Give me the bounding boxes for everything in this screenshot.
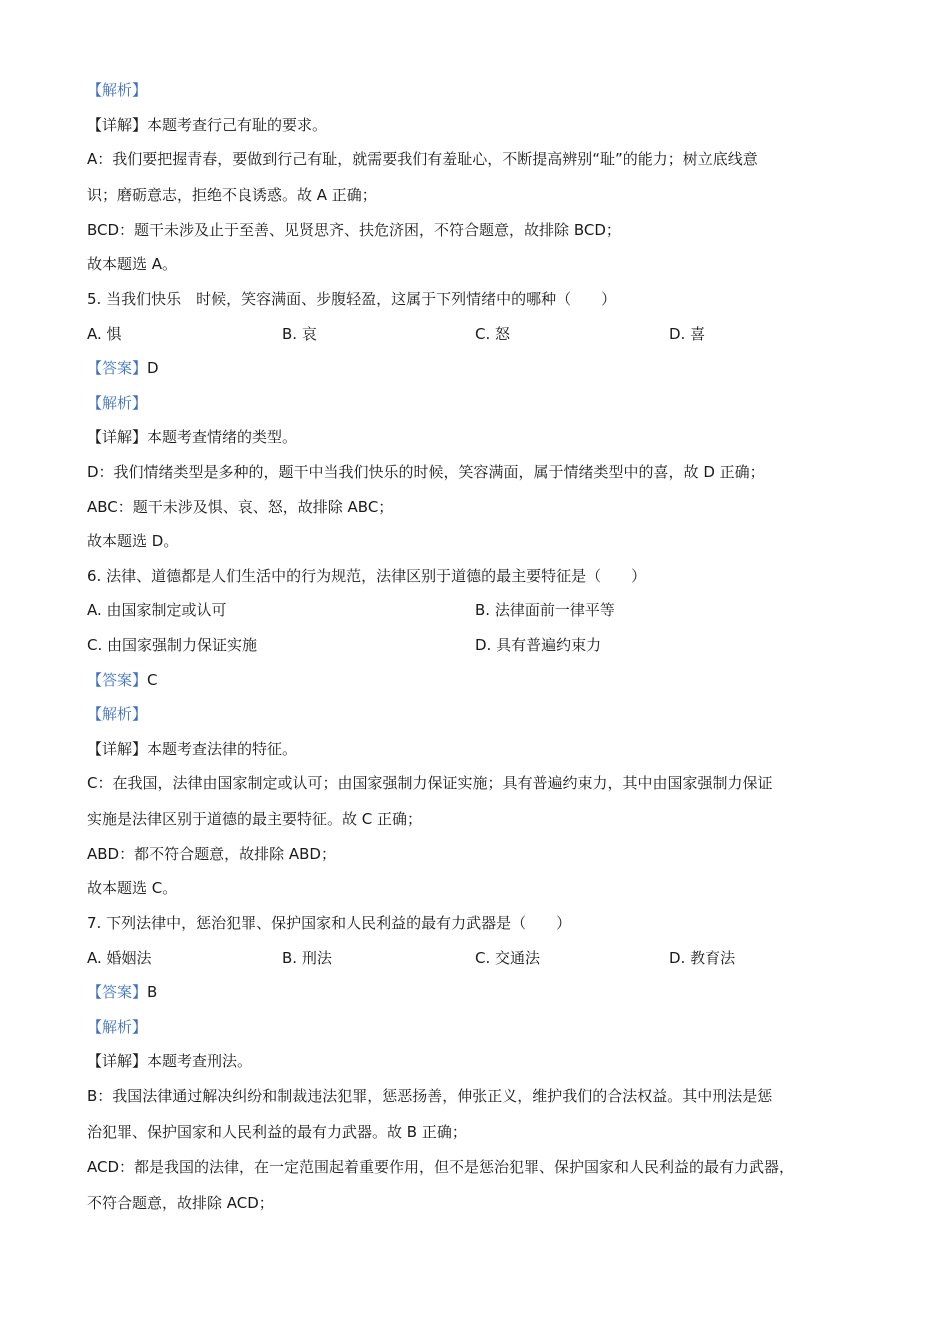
options-row (87, 598, 877, 633)
question-stem: 5. 当我们快乐 时候，笑容满面、步腹轻盈，这属于下列情绪中的哪种（ ） (87, 289, 617, 308)
option-b: B. 法律面前一律平等 (475, 601, 615, 620)
option-b: B. 哀 (282, 324, 317, 343)
option-a: A. 婚姻法 (87, 948, 152, 967)
option-c: C. 交通法 (475, 948, 541, 967)
answer-value: C (147, 670, 158, 689)
explanation-line: BCD：题干未涉及止于至善、见贤思齐、扶危济困，不符合题意，故排除 BCD； (87, 220, 621, 239)
analysis-tag: 【解析】 (87, 1017, 148, 1036)
explanation-line: ABC：题干未涉及惧、哀、怒，故排除 ABC； (87, 497, 394, 516)
explanation-line: D：我们情绪类型是多种的，题干中当我们快乐的时候，笑容满面，属于情绪类型中的喜，故 D 正确； (87, 462, 765, 481)
options-row (87, 322, 877, 357)
detail-line: 【详解】本题考查刑法。 (87, 1052, 253, 1071)
explanation-line: ACD：都是我国的法律，在一定范围起着重要作用，但不是惩治犯罪、保护国家和人民利益的最有力武器， (87, 1157, 795, 1176)
explanation-line: ABD：都不符合题意，故排除 ABD； (87, 844, 336, 863)
conclusion-line: 故本题选 D。 (87, 532, 179, 551)
conclusion-line: 故本题选 C。 (87, 879, 178, 898)
explanation-line: A：我们要把握青春，要做到行己有耻，就需要我们有羞耻心，不断提高辨别“耻”的能力；树立底线意 (87, 150, 758, 169)
analysis-tag: 【解析】 (87, 705, 148, 724)
option-a: A. 惧 (87, 324, 122, 343)
option-b: B. 刑法 (282, 948, 332, 967)
answer-line (87, 980, 877, 1015)
options-row (87, 633, 877, 668)
option-d: D. 喜 (669, 324, 706, 343)
option-c: C. 由国家强制力保证实施 (87, 635, 258, 654)
explanation-line: 不符合题意，故排除 ACD； (87, 1193, 274, 1212)
answer-tag: 【答案】 (87, 983, 148, 1002)
question-stem: 7. 下列法律中，惩治犯罪、保护国家和人民利益的最有力武器是（ ） (87, 914, 572, 933)
detail-line: 【详解】本题考查情绪的类型。 (87, 428, 298, 447)
explanation-line: 实施是法律区别于道德的最主要特征。故 C 正确； (87, 810, 423, 829)
analysis-tag: 【解析】 (87, 81, 148, 99)
option-a: A. 由国家制定或认可 (87, 601, 227, 620)
analysis-tag: 【解析】 (87, 393, 148, 412)
answer-tag: 【答案】 (87, 670, 148, 689)
option-d: D. 教育法 (669, 948, 736, 967)
document-page (87, 78, 877, 1225)
explanation-line: 识；磨砺意志，拒绝不良诱惑。故 A 正确； (87, 186, 377, 205)
question-stem: 6. 法律、道德都是人们生活中的行为规范，法律区别于道德的最主要特征是（ ） (87, 566, 647, 585)
answer-value: B (147, 983, 158, 1002)
answer-tag: 【答案】 (87, 359, 148, 378)
answer-line (87, 668, 877, 703)
explanation-line: B：我国法律通过解决纠纷和制裁违法犯罪，惩恶扬善，伸张正义，维护我们的合法权益。其中刑法是惩 (87, 1087, 773, 1106)
option-d: D. 具有普遍约束力 (475, 635, 602, 654)
explanation-line: 治犯罪、保护国家和人民利益的最有力武器。故 B 正确； (87, 1123, 467, 1142)
answer-value: D (147, 359, 159, 378)
detail-line: 【详解】本题考查法律的特征。 (87, 739, 298, 758)
explanation-line: C：在我国，法律由国家制定或认可；由国家强制力保证实施；具有普遍约束力，其中由国家强制力保证 (87, 774, 773, 793)
conclusion-line: 故本题选 A。 (87, 255, 178, 274)
options-row (87, 946, 877, 981)
answer-line (87, 356, 877, 391)
option-c: C. 怒 (475, 324, 511, 343)
detail-line: 【详解】本题考查行己有耻的要求。 (87, 115, 328, 134)
